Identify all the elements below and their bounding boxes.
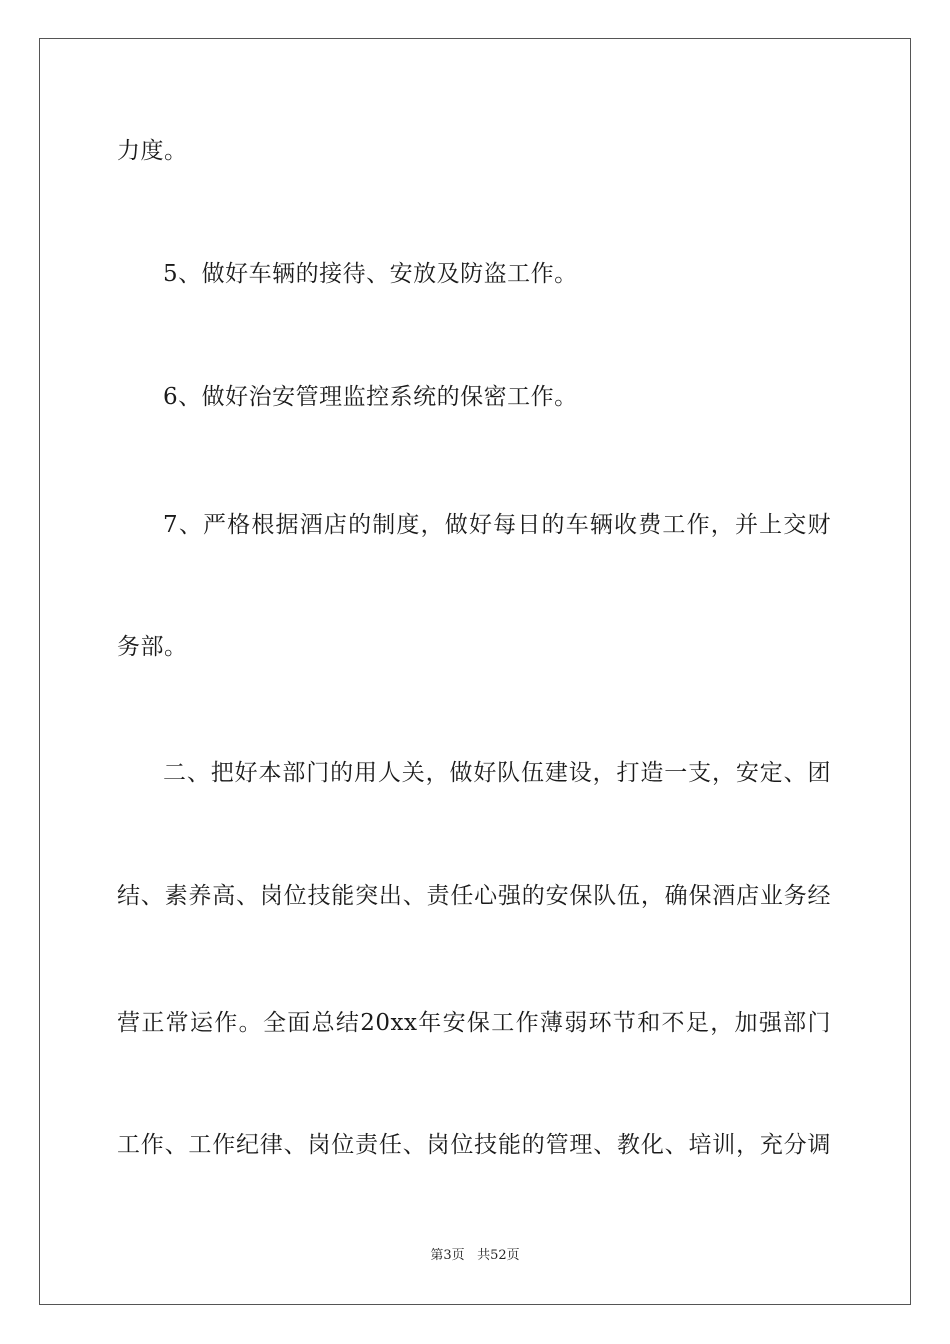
text-line-item-5: 5、做好车辆的接待、安放及防盗工作。 bbox=[163, 261, 578, 287]
text-line-item-6: 6、做好治安管理监控系统的保密工作。 bbox=[163, 384, 578, 410]
text-line-section-2-cont-1: 结、素养高、岗位技能突出、责任心强的安保队伍，确保酒店业务经 bbox=[117, 883, 831, 909]
text-line-1: 力度。 bbox=[117, 138, 188, 164]
text-line-item-7-cont: 务部。 bbox=[117, 634, 188, 660]
text-line-item-7: 7、严格根据酒店的制度，做好每日的车辆收费工作，并上交财 bbox=[163, 512, 831, 538]
text-line-section-2: 二、把好本部门的用人关，做好队伍建设，打造一支，安定、团 bbox=[163, 760, 831, 786]
page-footer bbox=[0, 1247, 950, 1265]
page-number: 第3页 bbox=[430, 1248, 465, 1263]
page-border bbox=[39, 38, 911, 1305]
page-total: 共52页 bbox=[477, 1248, 520, 1263]
text-line-section-2-cont-2: 营正常运作。全面总结20xx年安保工作薄弱环节和不足，加强部门 bbox=[117, 1010, 831, 1036]
text-line-section-2-cont-3: 工作、工作纪律、岗位责任、岗位技能的管理、教化、培训，充分调 bbox=[117, 1132, 831, 1158]
